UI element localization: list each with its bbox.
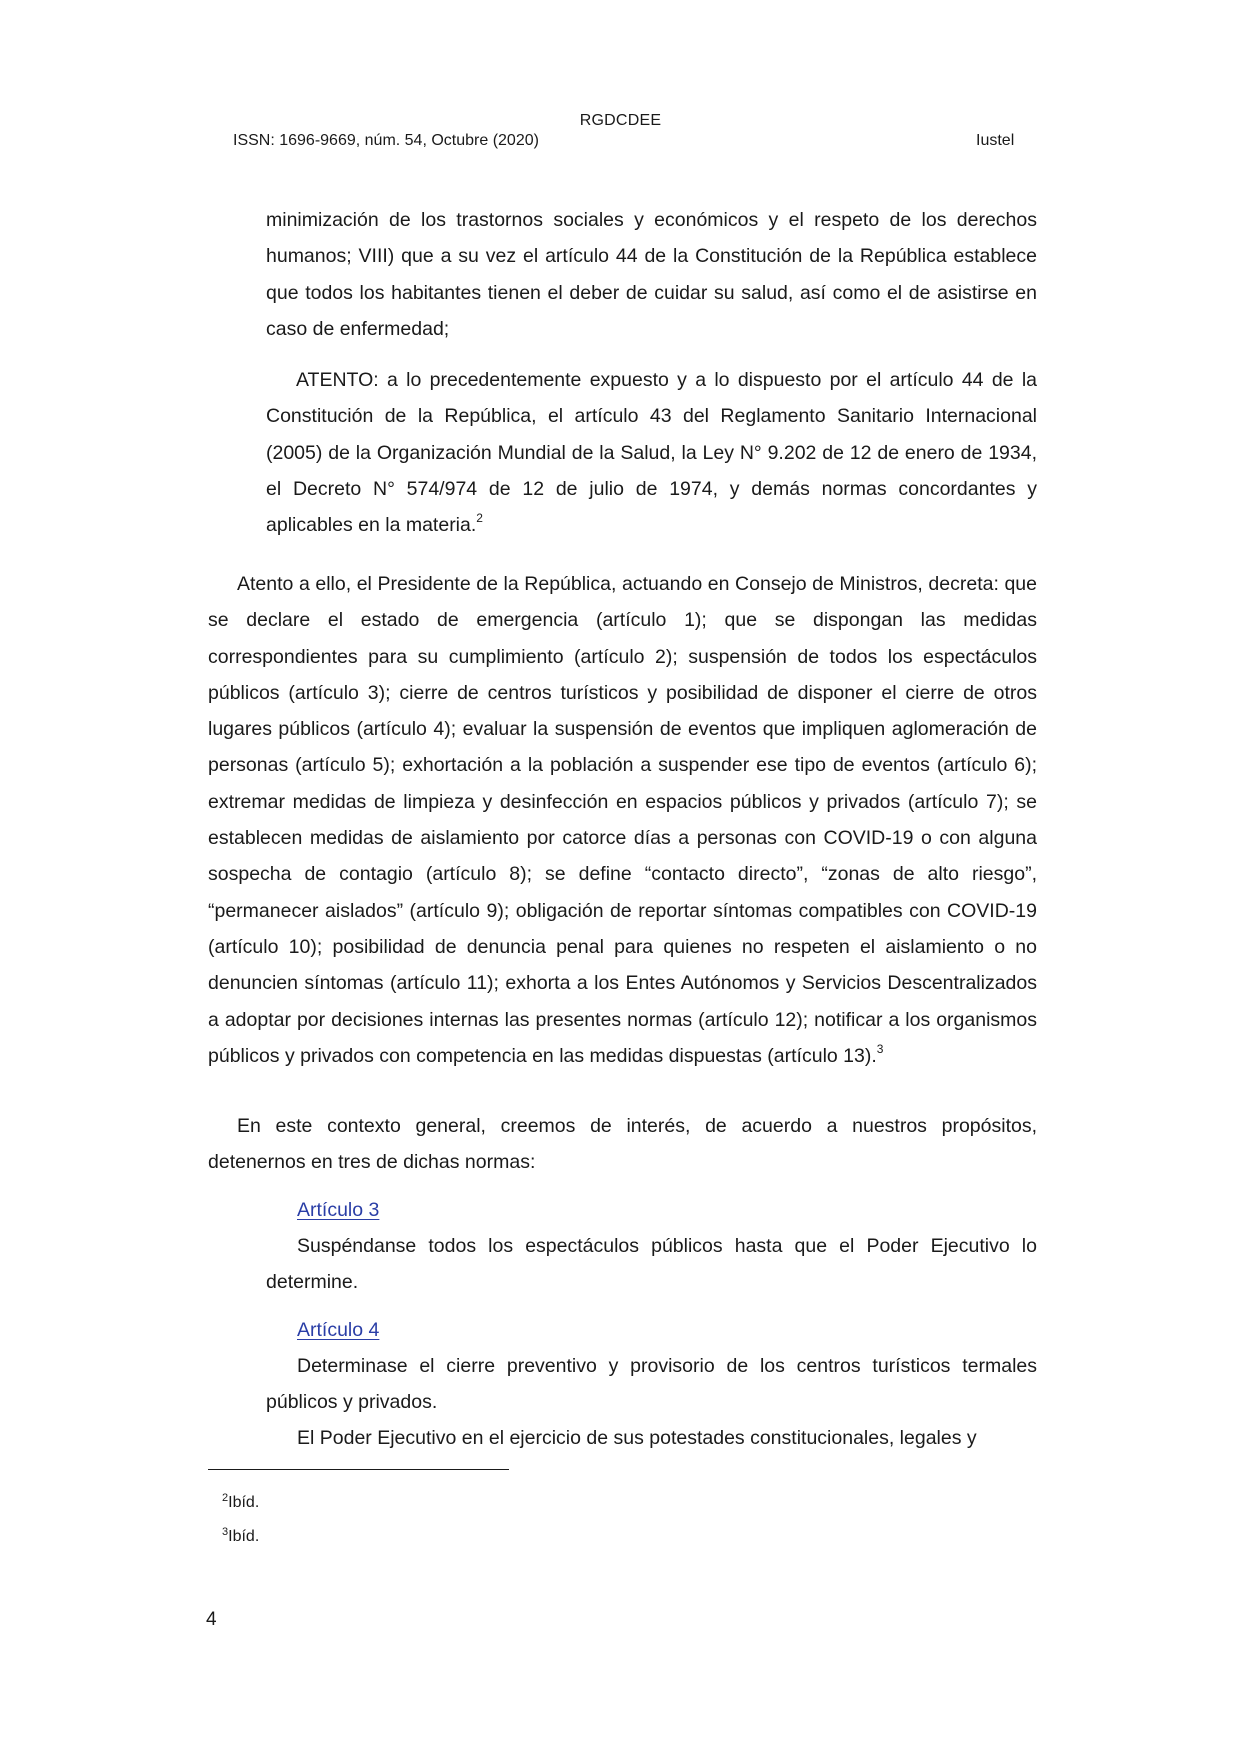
footnote-ref-3[interactable]: 3	[876, 1041, 884, 1056]
footnote-2-number: 2	[222, 1492, 229, 1504]
article-4-heading-link[interactable]: Artículo 4	[297, 1319, 380, 1341]
article-4-text: Determinase el cierre preventivo y provisorio de los centros turísticos termales públicos y privados.	[266, 1355, 1037, 1414]
quoted-paragraph-2	[266, 362, 1037, 543]
article-4-text-continued: El Poder Ejecutivo en el ejercicio de sus potestades constitucionales, legales y	[297, 1427, 977, 1449]
publisher-name: Iustel	[976, 132, 1015, 149]
footnote-3-text: Ibíd.	[228, 1528, 260, 1545]
issn-info: ISSN: 1696-9669, núm. 54, Octubre (2020)	[233, 132, 539, 149]
footnote-2-text: Ibíd.	[228, 1494, 260, 1511]
body-paragraph-2: En este contexto general, creemos de interés, de acuerdo a nuestros propósitos, detenernos en tres de dichas normas:	[208, 1115, 1037, 1174]
article-3-text: Suspéndanse todos los espectáculos públicos hasta que el Poder Ejecutivo lo determine.	[266, 1235, 1037, 1294]
page-header	[0, 0, 1241, 160]
body-paragraph-1	[208, 566, 1037, 1074]
journal-name: RGDCDEE	[579, 112, 662, 129]
article-3-heading-link[interactable]: Artículo 3	[297, 1199, 380, 1221]
footnote-ref-2[interactable]: 2	[476, 511, 483, 526]
footnote-separator	[208, 1469, 509, 1470]
footnote-3-number: 3	[222, 1526, 229, 1538]
body-paragraph-1-text: Atento a ello, el Presidente de la República, actuando en Consejo de Ministros, decreta: que se declare el estado de emergencia (artículo 1); que se dispongan las medidas correspondientes para su cumplimiento (artículo 2); suspensión de todos los espectáculos públicos (artículo 3); cierre de centros turísticos y posibilidad de disponer el cierre de otros lugares públicos (artículo 4); evaluar la suspensión de eventos que impliquen aglomeración de personas (artículo 5); exhortación a la población a suspender ese tipo de eventos (artículo 6); extremar medidas de limpieza y desinfección en espacios públicos y privados (artículo 7); se establecen medidas de aislamiento por catorce días a personas con COVID-19 o con alguna sospecha de contagio (artículo 8); se define “contacto directo”, “zonas de alto riesgo”, “permanecer aislados” (artículo 9); obligación de reportar síntomas compatibles con COVID-19 (artículo 10); posibilidad de denuncia penal para quienes no respeten el aislamiento o no denuncien síntomas (artículo 11); exhorta a los Entes Autónomos y Servicios Descentralizados a adoptar por decisiones internas las presentes normas (artículo 12); notificar a los organismos públicos y privados con competencia en las medidas dispuestas (artículo 13).	[208, 573, 1037, 1067]
quoted-paragraph-1: minimización de los trastornos sociales y económicos y el respeto de los derechos humanos; VIII) que a su vez el artículo 44 de la Constitución de la República establece que todos los habitantes tienen el deber de cuidar su salud, así como el de asistirse en caso de enfermedad;	[266, 209, 1037, 340]
footnote-2	[222, 1493, 259, 1513]
footnote-3	[222, 1527, 259, 1547]
page-number: 4	[206, 1609, 217, 1630]
quoted-paragraph-2-text: ATENTO: a lo precedentemente expuesto y a lo dispuesto por el artículo 44 de la Constitución de la República, el artículo 43 del Reglamento Sanitario Internacional (2005) de la Organización Mundial de la Salud, la Ley N° 9.202 de 12 de enero de 1934, el Decreto N° 574/974 de 12 de julio de 1974, y demás normas concordantes y aplicables en la materia.	[266, 369, 1037, 537]
